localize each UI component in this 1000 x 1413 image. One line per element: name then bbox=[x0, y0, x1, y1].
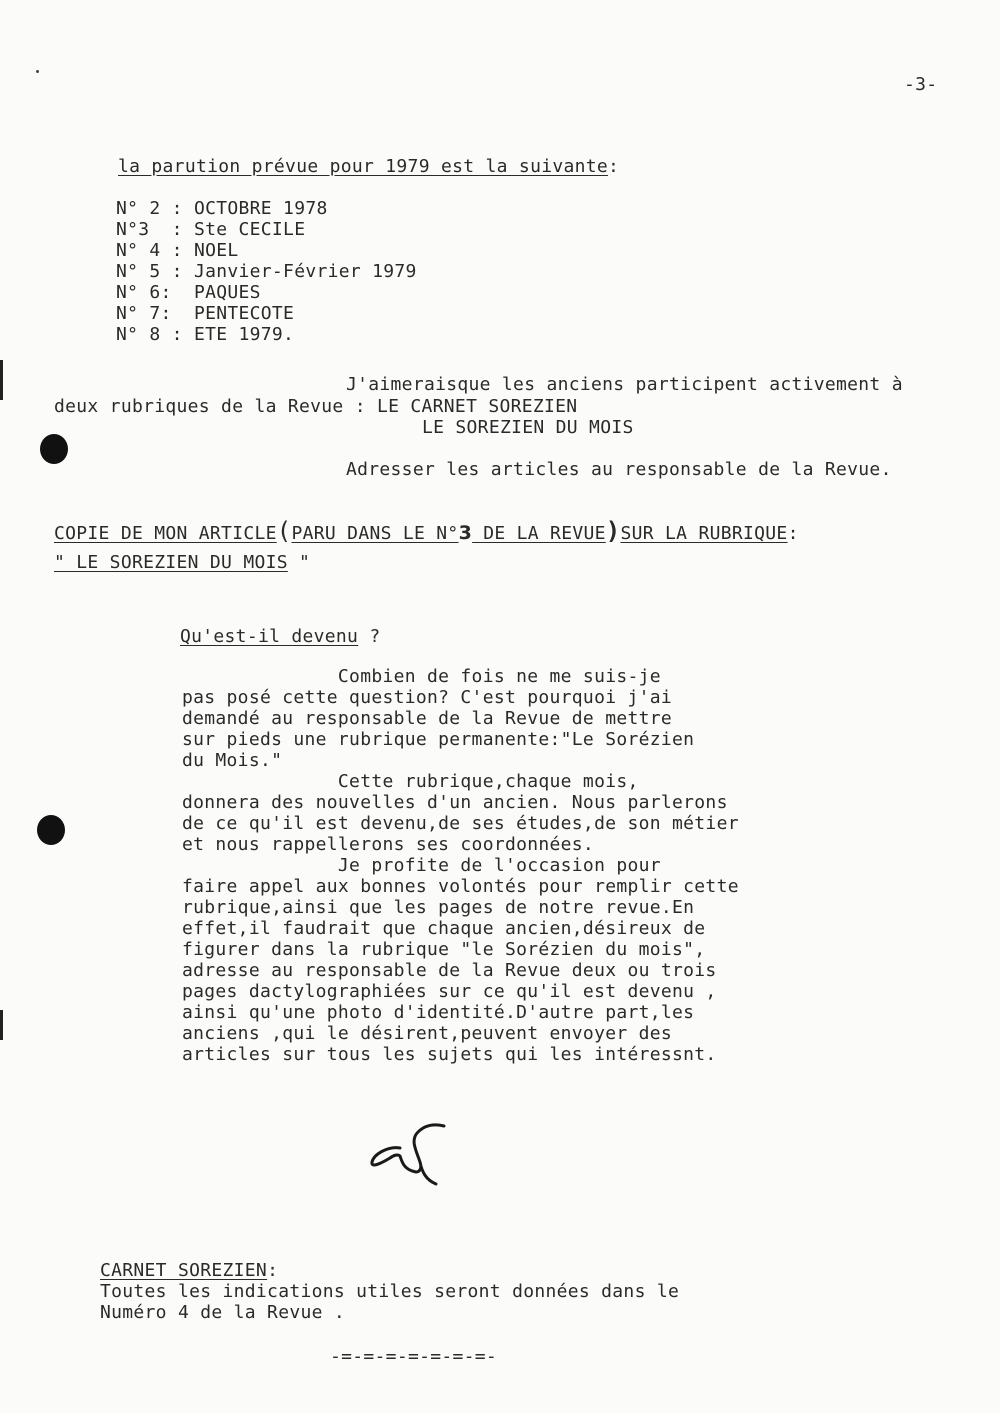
rubriques-line: J'aimeraisque les anciens participent activement à bbox=[346, 374, 903, 395]
article-line: Je profite de l'occasion pour bbox=[182, 855, 661, 876]
punch-hole-top bbox=[40, 434, 68, 464]
article-line: du Mois." bbox=[182, 750, 283, 771]
handwritten-number: 3 bbox=[458, 522, 473, 544]
carnet-heading: CARNET SOREZIEN: bbox=[100, 1260, 279, 1281]
article-line: donnera des nouvelles d'un ancien. Nous parlerons bbox=[182, 792, 728, 813]
article-line: pas posé cette question? C'est pourquoi j'ai bbox=[182, 687, 673, 708]
separator: -=-=-=-=-=-=-=- bbox=[330, 1346, 498, 1367]
scan-edge-mark bbox=[0, 1010, 3, 1040]
scan-edge-mark bbox=[0, 360, 3, 400]
rubriques-line: deux rubriques de la Revue : LE CARNET SOREZIEN bbox=[54, 396, 578, 417]
scan-speck bbox=[36, 70, 39, 73]
article-line: de ce qu'il est devenu,de ses études,de son métier bbox=[182, 813, 739, 834]
list-item: N° 6: PAQUES bbox=[116, 282, 261, 303]
article-line: adresse au responsable de la Revue deux ou trois bbox=[182, 960, 717, 981]
article-line: anciens ,qui le désirent,peuvent envoyer des bbox=[182, 1023, 673, 1044]
signature bbox=[364, 1118, 464, 1188]
list-item: N°3 : Ste CECILE bbox=[116, 219, 306, 240]
article-line: Cette rubrique,chaque mois, bbox=[182, 771, 639, 792]
carnet-line: Toutes les indications utiles seront données dans le bbox=[100, 1281, 680, 1302]
article-line: sur pieds une rubrique permanente:"Le Sorézien bbox=[182, 729, 695, 750]
parution-heading bbox=[118, 156, 619, 177]
article-line: articles sur tous les sujets qui les intéressnt. bbox=[182, 1044, 717, 1065]
article-line: ainsi qu'une photo d'identité.D'autre part,les bbox=[182, 1002, 695, 1023]
parution-heading-text: la parution prévue pour 1979 est la suivante bbox=[118, 156, 609, 177]
article-line: rubrique,ainsi que les pages de notre revue.En bbox=[182, 897, 695, 918]
rubriques-line: LE SOREZIEN DU MOIS bbox=[422, 417, 634, 438]
article-line: demandé au responsable de la Revue de mettre bbox=[182, 708, 673, 729]
article-line: et nous rappellerons ses coordonnées. bbox=[182, 834, 595, 855]
page-number: -3- bbox=[904, 74, 938, 95]
list-item: N° 4 : NOEL bbox=[116, 240, 239, 261]
article-line: Combien de fois ne me suis-je bbox=[182, 666, 661, 687]
list-item: N° 7: PENTECOTE bbox=[116, 303, 295, 324]
article-line: faire appel aux bonnes volontés pour remplir cette bbox=[182, 876, 739, 897]
list-item: N° 8 : ETE 1979. bbox=[116, 324, 295, 345]
copie-heading: COPIE DE MON ARTICLE(PARU DANS LE N°3 DE LA REVUE)SUR LA RUBRIQUE: bbox=[54, 517, 799, 545]
parution-heading-colon: : bbox=[608, 156, 620, 177]
article-line: figurer dans la rubrique "le Sorézien du mois", bbox=[182, 939, 706, 960]
article-line: effet,il faudrait que chaque ancien,désireux de bbox=[182, 918, 706, 939]
carnet-line: Numéro 4 de la Revue . bbox=[100, 1302, 346, 1323]
punch-hole-bottom bbox=[37, 815, 65, 845]
copie-heading-line2: " LE SOREZIEN DU MOIS " bbox=[54, 552, 311, 573]
list-item: N° 2 : OCTOBRE 1978 bbox=[116, 198, 328, 219]
address-line: Adresser les articles au responsable de la Revue. bbox=[346, 459, 892, 480]
article-title: Qu'est-il devenu ? bbox=[180, 626, 381, 647]
list-item: N° 5 : Janvier-Février 1979 bbox=[116, 261, 417, 282]
article-line: pages dactylographiées sur ce qu'il est devenu , bbox=[182, 981, 717, 1002]
